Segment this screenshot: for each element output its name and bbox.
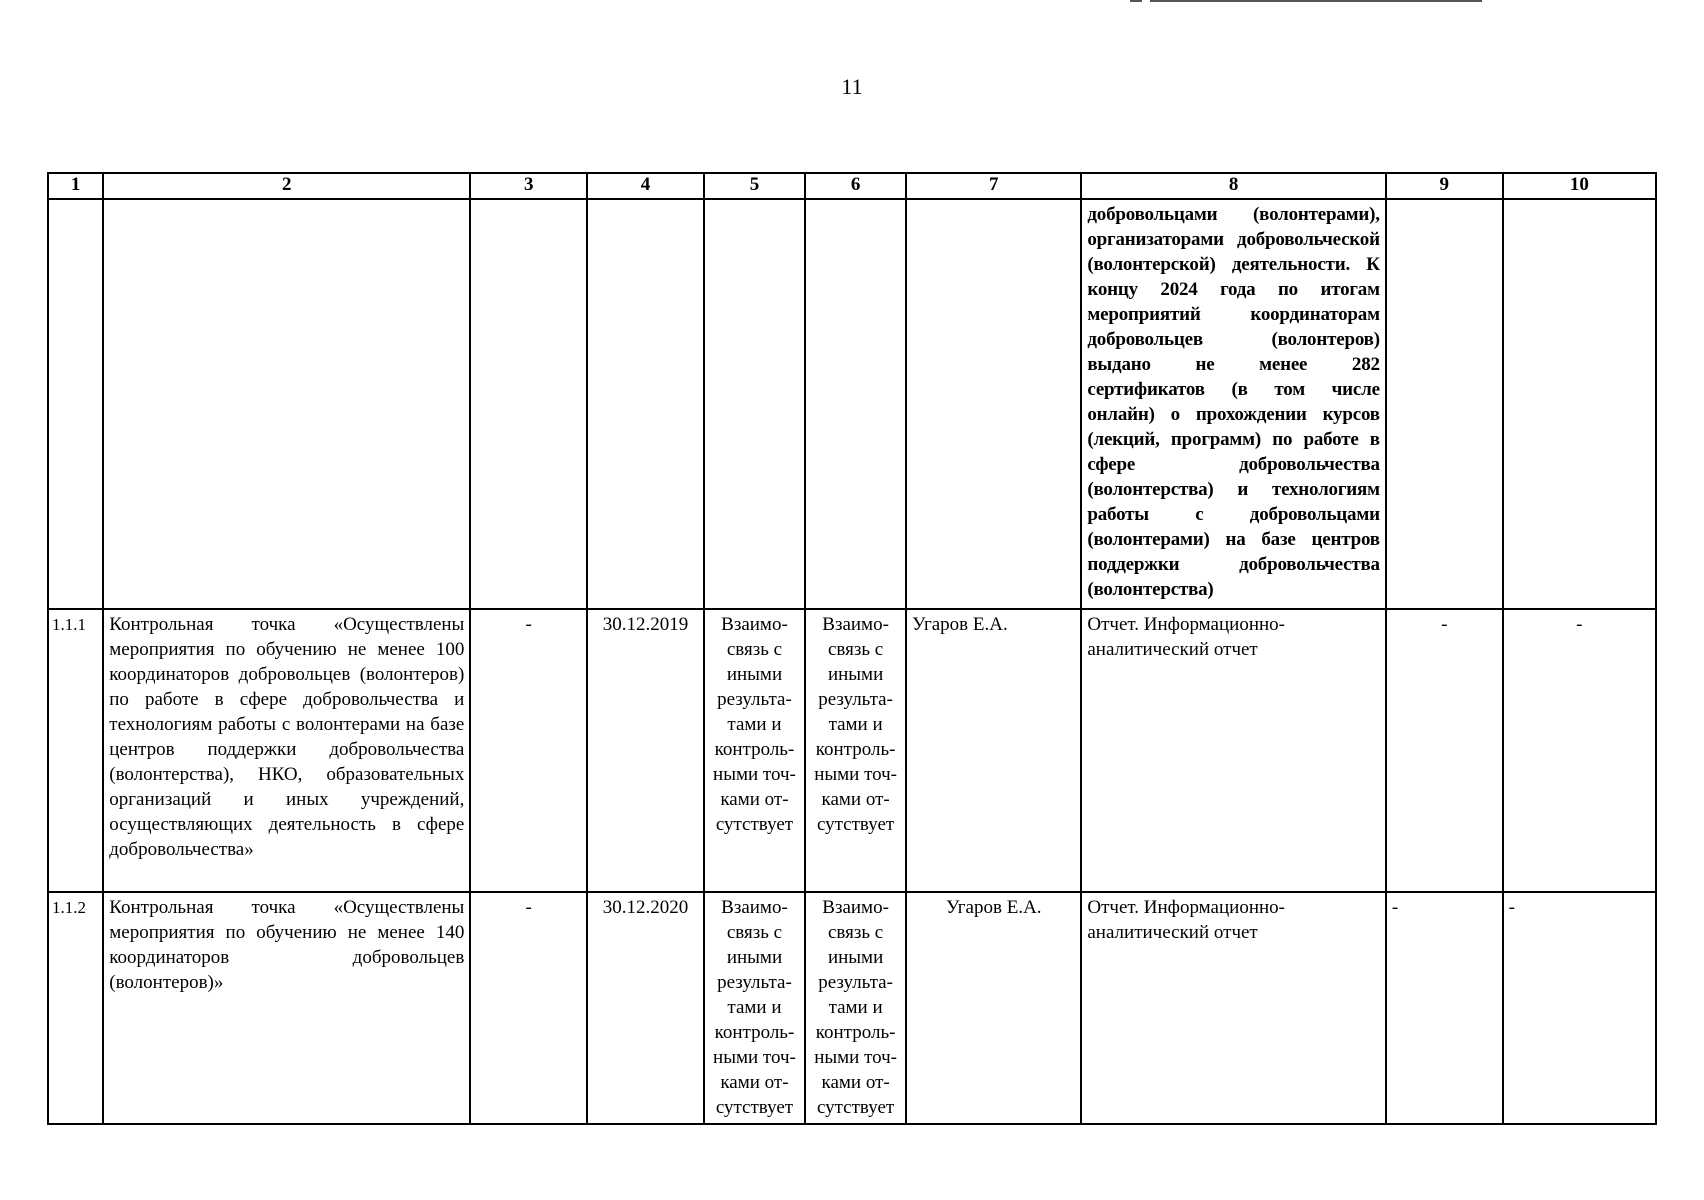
table-cell: - bbox=[1503, 892, 1656, 1124]
column-header: 9 bbox=[1386, 173, 1503, 199]
table-cell bbox=[1386, 199, 1503, 609]
responsible-person: Угаров Е.А. bbox=[906, 892, 1081, 1124]
column-header: 3 bbox=[470, 173, 587, 199]
relation-cell: Взаимо-связь с иными результа-тами и контроль-ными точ-ками от-сутствует bbox=[704, 892, 805, 1124]
table-cell bbox=[470, 199, 587, 609]
top-edge-line bbox=[1150, 0, 1482, 2]
relation-cell: Взаимо-связь с иными результа-тами и контроль-ными точ-ками от-сутствует bbox=[805, 609, 906, 892]
document-type: Отчет. Информационно-аналитический отчет bbox=[1081, 892, 1385, 1124]
control-point-name: Контрольная точка «Осуществлены мероприятия по обучению не менее 140 координаторов добровольцев (волонтеров)» bbox=[103, 892, 470, 1124]
column-header: 10 bbox=[1503, 173, 1656, 199]
table-cell bbox=[48, 199, 103, 609]
column-header: 6 bbox=[805, 173, 906, 199]
document-type: Отчет. Информационно-аналитический отчет bbox=[1081, 609, 1385, 892]
table-cell: - bbox=[1503, 609, 1656, 892]
table-cell bbox=[805, 199, 906, 609]
table-cell bbox=[103, 199, 470, 609]
page-number: 11 bbox=[841, 74, 863, 99]
table-row bbox=[48, 609, 1656, 892]
column-header: 2 bbox=[103, 173, 470, 199]
relation-cell: Взаимо-связь с иными результа-тами и контроль-ными точ-ками от-сутствует bbox=[805, 892, 906, 1124]
table-cell bbox=[704, 199, 805, 609]
continuation-row bbox=[48, 199, 1656, 609]
table-cell bbox=[906, 199, 1081, 609]
deadline-date: 30.12.2020 bbox=[587, 892, 704, 1124]
deadline-date: 30.12.2019 bbox=[587, 609, 704, 892]
column-header: 7 bbox=[906, 173, 1081, 199]
table-cell bbox=[587, 199, 704, 609]
top-edge-dash bbox=[1130, 0, 1142, 2]
table-cell bbox=[1503, 199, 1656, 609]
control-point-name: Контрольная точка «Осуществлены мероприятия по обучению не менее 100 координаторов добровольцев (волонтеров) по работе в сфере добровольчества и технологиям работы с волонтерами на базе центров поддержки добровольчества (волонтерства), НКО, образовательных организаций и иных учреждений, осуществляющих деятельность в сфере добровольчества» bbox=[103, 609, 470, 892]
responsible-person: Угаров Е.А. bbox=[906, 609, 1081, 892]
row-number: 1.1.2 bbox=[48, 892, 103, 1124]
column-header: 1 bbox=[48, 173, 103, 199]
table-cell: - bbox=[470, 609, 587, 892]
table-cell: - bbox=[1386, 892, 1503, 1124]
table-cell: - bbox=[470, 892, 587, 1124]
column-header: 4 bbox=[587, 173, 704, 199]
continuation-text-cell: добровольцами (волонтерами), организаторами добровольческой (волонтерской) деятельности. К концу 2024 года по итогам мероприятий координаторам добровольцев (волонтеров) выдано не менее 282 сертификатов (в том числе онлайн) о прохождении курсов (лекций, программ) по работе в сфере добровольчества (волонтерства) и технологиям работы с добровольцами (волонтерами) на базе центров поддержки добровольчества (волонтерства) bbox=[1081, 199, 1385, 609]
column-number-row bbox=[48, 173, 1656, 199]
plan-table bbox=[47, 172, 1657, 1125]
table-cell: - bbox=[1386, 609, 1503, 892]
column-header: 5 bbox=[704, 173, 805, 199]
row-number: 1.1.1 bbox=[48, 609, 103, 892]
column-header: 8 bbox=[1081, 173, 1385, 199]
relation-cell: Взаимо-связь с иными результа-тами и контроль-ными точ-ками от-сутствует bbox=[704, 609, 805, 892]
table-row bbox=[48, 892, 1656, 1124]
